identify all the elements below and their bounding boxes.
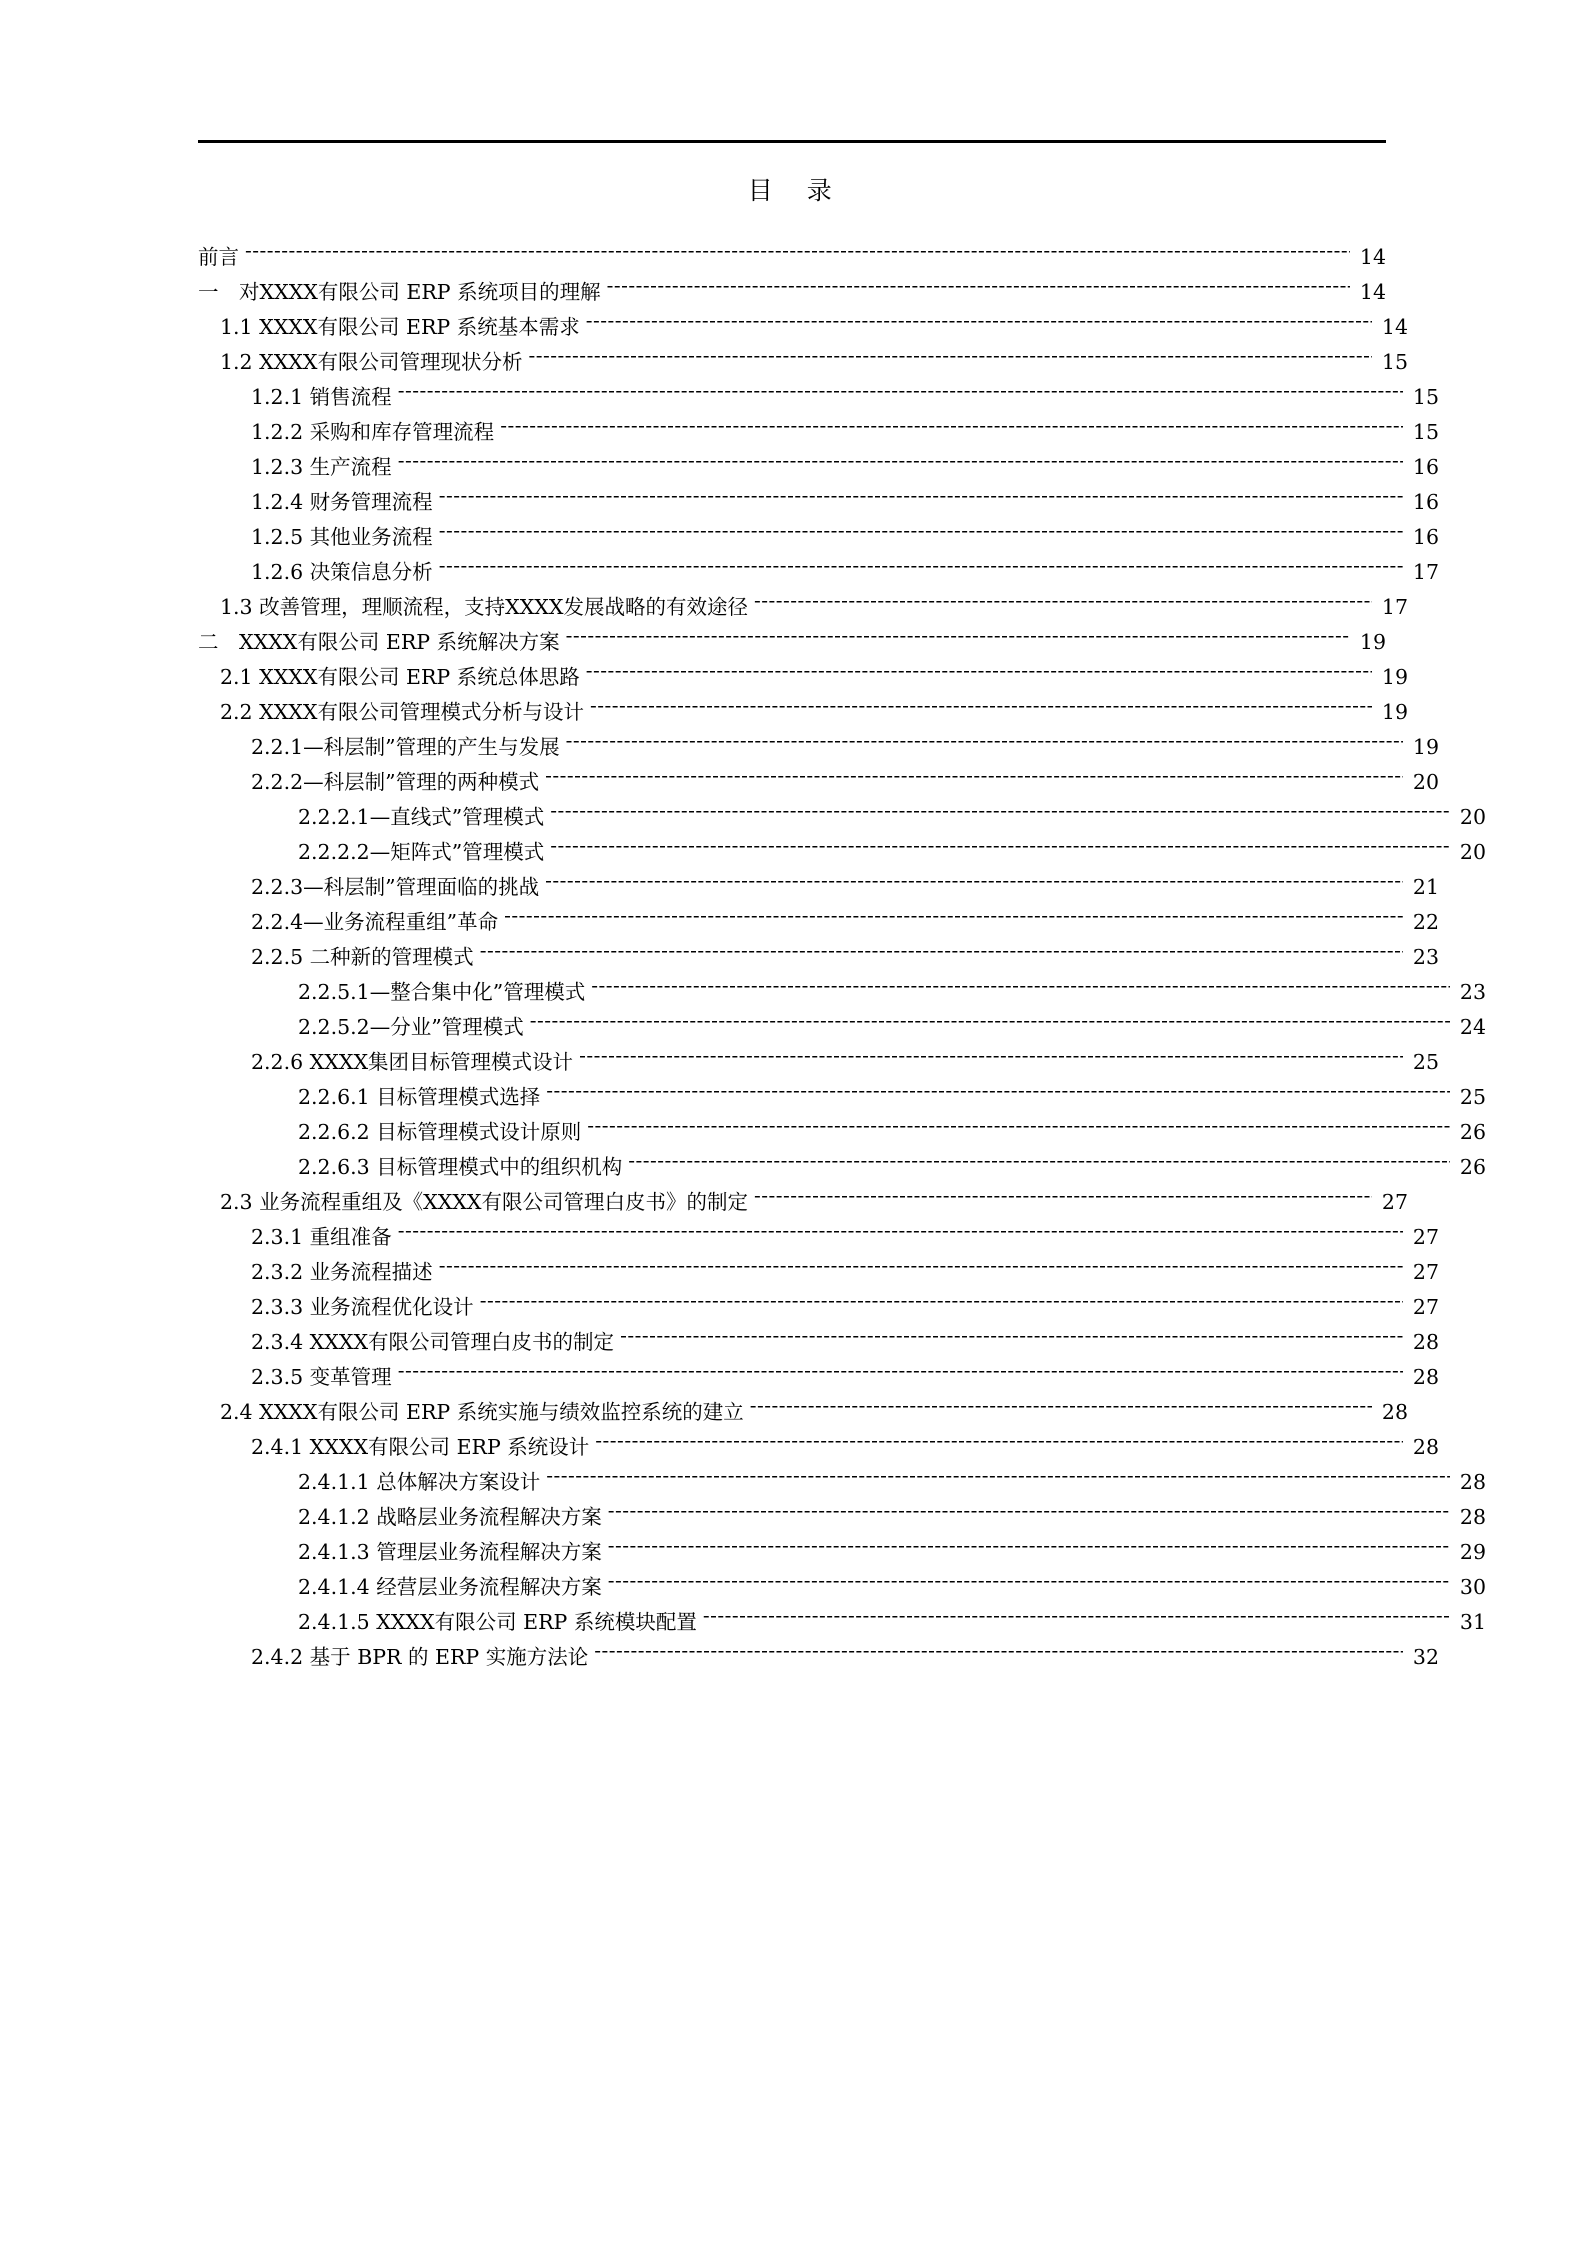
header-rule bbox=[198, 140, 1386, 143]
toc-entry-label: 2.4 XXXX有限公司 ERP 系统实施与绩效监控系统的建立 bbox=[220, 1399, 744, 1424]
toc-entry-label: 2.4.1.5 XXXX有限公司 ERP 系统模块配置 bbox=[298, 1609, 697, 1634]
toc-leader-dashes bbox=[750, 1398, 1372, 1419]
toc-entry[interactable] bbox=[251, 1433, 1439, 1457]
toc-leader-dashes bbox=[545, 768, 1403, 789]
table-of-contents bbox=[198, 243, 1486, 1669]
toc-entry-page-number: 16 bbox=[1412, 489, 1439, 514]
toc-leader-dashes bbox=[591, 978, 1450, 999]
toc-entry[interactable] bbox=[220, 313, 1408, 337]
page-content bbox=[198, 140, 1486, 1669]
toc-entry[interactable] bbox=[251, 1328, 1439, 1352]
toc-entry-label: 2.2.2.2—矩阵式”管理模式 bbox=[298, 839, 545, 864]
toc-entry-page-number: 16 bbox=[1412, 524, 1439, 549]
toc-leader-dashes bbox=[500, 418, 1403, 439]
toc-entry-label: 2.2.6.3 目标管理模式中的组织机构 bbox=[298, 1154, 623, 1179]
toc-entry-page-number: 29 bbox=[1459, 1539, 1486, 1564]
toc-entry-page-number: 19 bbox=[1359, 629, 1386, 654]
toc-entry-page-number: 28 bbox=[1459, 1504, 1486, 1529]
toc-entry-label: 2.2.6.2 目标管理模式设计原则 bbox=[298, 1119, 582, 1144]
toc-entry-page-number: 15 bbox=[1412, 419, 1439, 444]
toc-entry[interactable] bbox=[220, 1398, 1408, 1422]
toc-entry-label: 1.2.4 财务管理流程 bbox=[251, 489, 433, 514]
toc-entry-label: 2.3.5 变革管理 bbox=[251, 1364, 392, 1389]
toc-entry-label: 2.4.1.2 战略层业务流程解决方案 bbox=[298, 1504, 602, 1529]
toc-entry[interactable] bbox=[298, 1153, 1486, 1177]
toc-entry-label: 2.2.6.1 目标管理模式选择 bbox=[298, 1084, 541, 1109]
toc-entry-label: 2.2.2.1—直线式”管理模式 bbox=[298, 804, 545, 829]
toc-entry[interactable] bbox=[251, 1048, 1439, 1072]
toc-leader-dashes bbox=[579, 1048, 1403, 1069]
toc-entry-page-number: 20 bbox=[1459, 839, 1486, 864]
toc-entry[interactable] bbox=[198, 628, 1386, 652]
toc-entry-label: 2.2.3—科层制”管理面临的挑战 bbox=[251, 874, 540, 899]
toc-entry-label: 2.2.1—科层制”管理的产生与发展 bbox=[251, 734, 560, 759]
toc-entry-page-number: 23 bbox=[1459, 979, 1486, 1004]
toc-leader-dashes bbox=[480, 943, 1403, 964]
toc-entry-label: 1.2.3 生产流程 bbox=[251, 454, 392, 479]
toc-leader-dashes bbox=[608, 1503, 1450, 1524]
toc-leader-dashes bbox=[595, 1433, 1403, 1454]
toc-leader-dashes bbox=[439, 558, 1403, 579]
toc-entry-page-number: 28 bbox=[1459, 1469, 1486, 1494]
toc-entry[interactable] bbox=[251, 908, 1439, 932]
toc-leader-dashes bbox=[607, 278, 1350, 299]
toc-entry-label: 2.1 XXXX有限公司 ERP 系统总体思路 bbox=[220, 664, 580, 689]
toc-entry-page-number: 28 bbox=[1381, 1399, 1408, 1424]
toc-entry[interactable] bbox=[251, 418, 1439, 442]
toc-entry-page-number: 27 bbox=[1412, 1224, 1439, 1249]
toc-entry-page-number: 15 bbox=[1381, 349, 1408, 374]
toc-entry-label: 1.2.5 其他业务流程 bbox=[251, 524, 433, 549]
toc-leader-dashes bbox=[546, 1083, 1450, 1104]
toc-leader-dashes bbox=[594, 1643, 1403, 1664]
toc-entry[interactable] bbox=[251, 768, 1439, 792]
toc-leader-dashes bbox=[504, 908, 1403, 929]
toc-entry-label: 2.4.2 基于 BPR 的 ERP 实施方法论 bbox=[251, 1644, 589, 1669]
toc-leader-dashes bbox=[480, 1293, 1403, 1314]
toc-entry[interactable] bbox=[251, 488, 1439, 512]
toc-entry-page-number: 14 bbox=[1359, 279, 1386, 304]
toc-entry-label: 1.3 改善管理，理顺流程，支持XXXX发展战略的有效途径 bbox=[220, 594, 748, 619]
toc-entry-page-number: 26 bbox=[1459, 1119, 1486, 1144]
toc-leader-dashes bbox=[529, 348, 1373, 369]
toc-entry-page-number: 14 bbox=[1381, 314, 1408, 339]
toc-entry-page-number: 19 bbox=[1381, 664, 1408, 689]
toc-entry-page-number: 24 bbox=[1459, 1014, 1486, 1039]
toc-leader-dashes bbox=[398, 383, 1403, 404]
toc-entry[interactable] bbox=[298, 978, 1486, 1002]
toc-leader-dashes bbox=[586, 663, 1372, 684]
toc-entry-label: 2.2.6 XXXX集团目标管理模式设计 bbox=[251, 1049, 574, 1074]
toc-entry-page-number: 20 bbox=[1459, 804, 1486, 829]
toc-leader-dashes bbox=[566, 628, 1350, 649]
toc-entry-label: 前言 bbox=[198, 244, 239, 269]
toc-entry-page-number: 25 bbox=[1412, 1049, 1439, 1074]
toc-leader-dashes bbox=[628, 1153, 1450, 1174]
toc-entry[interactable] bbox=[298, 1503, 1486, 1527]
toc-entry-page-number: 22 bbox=[1412, 909, 1439, 934]
toc-leader-dashes bbox=[545, 873, 1403, 894]
toc-entry[interactable] bbox=[251, 1223, 1439, 1247]
toc-entry[interactable] bbox=[251, 873, 1439, 897]
toc-leader-dashes bbox=[608, 1538, 1450, 1559]
toc-entry-page-number: 28 bbox=[1412, 1329, 1439, 1354]
toc-entry-label: 2.2.5.1—整合集中化”管理模式 bbox=[298, 979, 586, 1004]
toc-entry-page-number: 30 bbox=[1459, 1574, 1486, 1599]
toc-entry-label: 2.2 XXXX有限公司管理模式分析与设计 bbox=[220, 699, 584, 724]
toc-entry-page-number: 26 bbox=[1459, 1154, 1486, 1179]
toc-entry-label: 1.2 XXXX有限公司管理现状分析 bbox=[220, 349, 523, 374]
toc-entry-page-number: 27 bbox=[1412, 1259, 1439, 1284]
toc-entry-page-number: 16 bbox=[1412, 454, 1439, 479]
toc-entry-label: 2.3.4 XXXX有限公司管理白皮书的制定 bbox=[251, 1329, 615, 1354]
toc-entry-page-number: 15 bbox=[1412, 384, 1439, 409]
toc-entry-label: 2.2.5.2—分业”管理模式 bbox=[298, 1014, 524, 1039]
toc-entry[interactable] bbox=[220, 348, 1408, 372]
toc-entry-page-number: 21 bbox=[1412, 874, 1439, 899]
toc-entry-label: 2.4.1 XXXX有限公司 ERP 系统设计 bbox=[251, 1434, 590, 1459]
toc-entry[interactable] bbox=[251, 943, 1439, 967]
toc-entry-page-number: 19 bbox=[1412, 734, 1439, 759]
toc-entry-page-number: 14 bbox=[1359, 244, 1386, 269]
toc-entry[interactable] bbox=[298, 838, 1486, 862]
toc-leader-dashes bbox=[566, 733, 1403, 754]
toc-entry[interactable] bbox=[220, 593, 1408, 617]
toc-entry-label: 1.2.6 决策信息分析 bbox=[251, 559, 433, 584]
toc-leader-dashes bbox=[398, 1363, 1403, 1384]
toc-entry[interactable] bbox=[298, 1468, 1486, 1492]
toc-entry[interactable] bbox=[298, 1573, 1486, 1597]
toc-entry[interactable] bbox=[198, 243, 1386, 267]
toc-leader-dashes bbox=[439, 1258, 1403, 1279]
toc-entry-page-number: 27 bbox=[1381, 1189, 1408, 1214]
toc-entry-page-number: 31 bbox=[1459, 1609, 1486, 1634]
toc-entry-page-number: 17 bbox=[1412, 559, 1439, 584]
toc-leader-dashes bbox=[398, 1223, 1403, 1244]
toc-entry[interactable] bbox=[298, 803, 1486, 827]
toc-entry-label: 1.2.2 采购和库存管理流程 bbox=[251, 419, 495, 444]
toc-leader-dashes bbox=[550, 803, 1450, 824]
toc-entry[interactable] bbox=[251, 1293, 1439, 1317]
toc-leader-dashes bbox=[587, 1118, 1450, 1139]
toc-entry-page-number: 32 bbox=[1412, 1644, 1439, 1669]
toc-entry-page-number: 20 bbox=[1412, 769, 1439, 794]
toc-entry[interactable] bbox=[251, 558, 1439, 582]
toc-entry-page-number: 28 bbox=[1412, 1364, 1439, 1389]
toc-leader-dashes bbox=[550, 838, 1450, 859]
toc-entry-label: 2.2.4—业务流程重组”革命 bbox=[251, 909, 499, 934]
toc-leader-dashes bbox=[546, 1468, 1450, 1489]
toc-entry-page-number: 28 bbox=[1412, 1434, 1439, 1459]
toc-entry-label: 一 对XXXX有限公司 ERP 系统项目的理解 bbox=[198, 279, 601, 304]
toc-entry-page-number: 27 bbox=[1412, 1294, 1439, 1319]
toc-leader-dashes bbox=[586, 313, 1372, 334]
toc-entry-page-number: 23 bbox=[1412, 944, 1439, 969]
toc-entry-page-number: 25 bbox=[1459, 1084, 1486, 1109]
toc-entry[interactable] bbox=[251, 523, 1439, 547]
toc-entry-label: 二 XXXX有限公司 ERP 系统解决方案 bbox=[198, 629, 560, 654]
toc-entry-page-number: 17 bbox=[1381, 594, 1408, 619]
toc-entry[interactable] bbox=[251, 383, 1439, 407]
toc-leader-dashes bbox=[245, 243, 1350, 264]
toc-entry[interactable] bbox=[198, 278, 1386, 302]
toc-entry[interactable] bbox=[220, 663, 1408, 687]
toc-entry-label: 1.2.1 销售流程 bbox=[251, 384, 392, 409]
toc-entry-label: 2.3 业务流程重组及《XXXX有限公司管理白皮书》的制定 bbox=[220, 1189, 748, 1214]
toc-entry[interactable] bbox=[298, 1538, 1486, 1562]
toc-entry-label: 2.3.1 重组准备 bbox=[251, 1224, 392, 1249]
toc-leader-dashes bbox=[620, 1328, 1403, 1349]
toc-entry[interactable] bbox=[298, 1118, 1486, 1142]
toc-leader-dashes bbox=[754, 593, 1372, 614]
toc-entry-label: 2.2.2—科层制”管理的两种模式 bbox=[251, 769, 540, 794]
toc-leader-dashes bbox=[439, 488, 1403, 509]
toc-leader-dashes bbox=[608, 1573, 1450, 1594]
toc-entry[interactable] bbox=[298, 1608, 1486, 1632]
toc-leader-dashes bbox=[398, 453, 1403, 474]
toc-entry[interactable] bbox=[298, 1013, 1486, 1037]
toc-entry[interactable] bbox=[251, 453, 1439, 477]
page-title: 目 录 bbox=[747, 176, 837, 205]
toc-leader-dashes bbox=[590, 698, 1372, 719]
toc-entry-page-number: 19 bbox=[1381, 699, 1408, 724]
toc-entry[interactable] bbox=[251, 1363, 1439, 1387]
toc-entry-label: 1.1 XXXX有限公司 ERP 系统基本需求 bbox=[220, 314, 580, 339]
toc-entry[interactable] bbox=[251, 733, 1439, 757]
toc-entry-label: 2.3.2 业务流程描述 bbox=[251, 1259, 433, 1284]
toc-leader-dashes bbox=[754, 1188, 1372, 1209]
toc-entry-label: 2.4.1.4 经营层业务流程解决方案 bbox=[298, 1574, 602, 1599]
toc-leader-dashes bbox=[530, 1013, 1450, 1034]
toc-entry-label: 2.4.1.3 管理层业务流程解决方案 bbox=[298, 1539, 602, 1564]
toc-entry[interactable] bbox=[220, 698, 1408, 722]
toc-entry-label: 2.2.5 二种新的管理模式 bbox=[251, 944, 474, 969]
toc-entry[interactable] bbox=[251, 1258, 1439, 1282]
toc-entry[interactable] bbox=[298, 1083, 1486, 1107]
toc-entry-label: 2.4.1.1 总体解决方案设计 bbox=[298, 1469, 541, 1494]
toc-entry-label: 2.3.3 业务流程优化设计 bbox=[251, 1294, 474, 1319]
toc-entry[interactable] bbox=[220, 1188, 1408, 1212]
toc-entry[interactable] bbox=[251, 1643, 1439, 1667]
toc-leader-dashes bbox=[703, 1608, 1450, 1629]
toc-leader-dashes bbox=[439, 523, 1403, 544]
